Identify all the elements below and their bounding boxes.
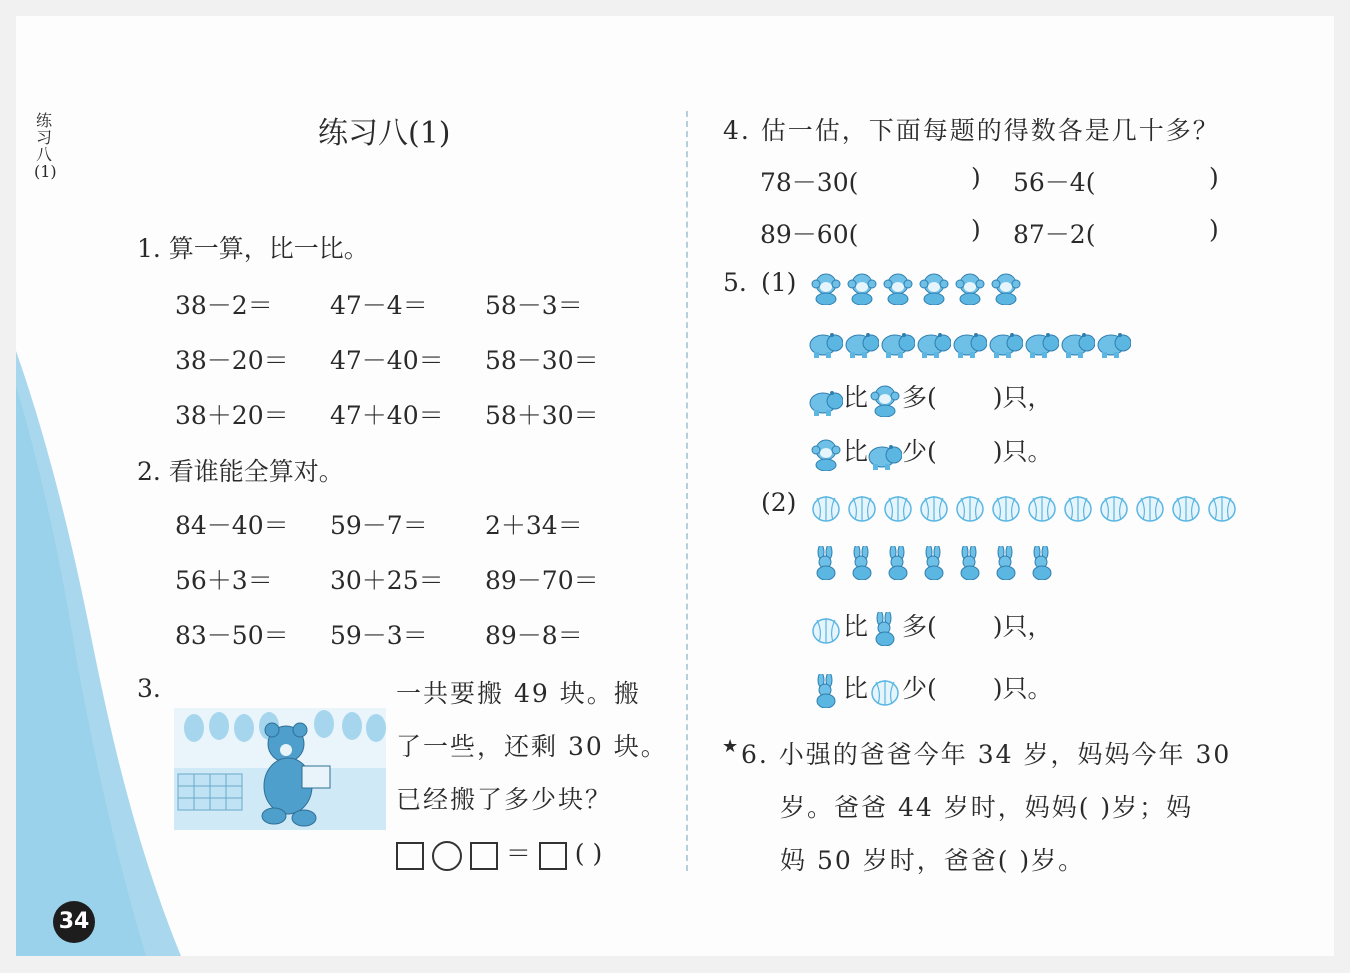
q1-label: 1. 算一算，比一比。 [137,234,369,263]
q1-cell: 38－20＝ [175,346,289,375]
less-paren-open: 少( [902,674,937,703]
q6-text-line: 妈 50 岁时，爸爸( )岁。 [780,846,1086,875]
q1-cell: 38－2＝ [175,291,273,320]
hippo-icon [1025,325,1059,359]
cabbage-icon [1205,490,1239,524]
rabbit-icon [881,546,915,580]
hippo-icon [1061,325,1095,359]
paren-close-unit: )只。 [992,674,1053,703]
monkey-icon [917,271,951,305]
q4-item-close: ) [1209,215,1219,244]
workbook-page [16,16,1334,956]
q4-item-close: ) [971,215,981,244]
page-number: 34 [53,901,95,943]
q5-part2-label: (2) [761,488,797,517]
cabbage-icon [809,490,843,524]
q4-item-open: 78－30( [760,168,859,197]
rabbit-icon [1025,546,1059,580]
q3-unit-paren: ( ) [574,839,603,868]
q4-item-open: 89－60( [760,220,859,249]
hippo-icon [953,325,987,359]
more-paren-open: 多( [902,383,937,412]
q5-part2-sentence1 [809,607,1053,646]
rabbit-icon [809,674,843,708]
hippo-icon [1097,325,1131,359]
monkey-icon [809,271,843,305]
q5-part2-sentence2 [809,669,1053,708]
rabbit-icon [917,546,951,580]
monkey-icon [953,271,987,305]
paren-close-unit: )只， [992,383,1053,412]
monkey-icon [868,383,902,417]
hippo-icon [917,325,951,359]
q6-text-line: 岁。爸爸 44 岁时，妈妈( )岁；妈 [780,793,1194,822]
rabbit-icon [868,612,902,646]
less-paren-open: 少( [902,437,937,466]
q4-label: 4. 估一估，下面每题的得数各是几十多？ [723,116,1220,145]
q3-text-line: 一共要搬 49 块。搬 [396,679,641,708]
operator-circle[interactable] [432,841,462,871]
q5-number: 5. [723,268,747,297]
hippo-icon [881,325,915,359]
compare-word: 比 [843,437,869,466]
star-icon: ★ [722,736,739,757]
cabbage-icon [1169,490,1203,524]
q5-part1-sentence1 [809,378,1053,417]
q1-cell: 47＋40＝ [330,401,444,430]
hippo-icon [845,325,879,359]
q6-text-line: 6. 小强的爸爸今年 34 岁，妈妈今年 30 [741,740,1232,769]
rabbit-row [809,546,1059,580]
q2-cell: 56＋3＝ [175,566,273,595]
cabbage-icon [809,612,843,646]
rabbit-icon [809,546,843,580]
q1-cell: 58－3＝ [485,291,583,320]
vertical-section-title: 练习八(1) [34,111,57,181]
q3-text-line: 了一些，还剩 30 块。 [396,732,668,761]
bear-carrying-bricks-illustration [174,708,386,830]
cabbage-icon [953,490,987,524]
q2-cell: 2＋34＝ [485,511,583,540]
q4-item-open: 87－2( [1013,220,1096,249]
paren-close-unit: )只。 [992,437,1053,466]
page-title: 练习八(1) [318,116,451,151]
compare-word: 比 [843,612,869,641]
compare-word: 比 [843,674,869,703]
q2-cell: 30＋25＝ [330,566,444,595]
hippo-icon [868,437,902,471]
cabbage-row [809,490,1239,524]
q4-item-close: ) [971,163,981,192]
more-paren-open: 多( [902,612,937,641]
cabbage-icon [1097,490,1131,524]
q2-cell: 59－7＝ [330,511,428,540]
q3-text-line: 已经搬了多少块？ [396,785,613,814]
paren-close-unit: )只， [992,612,1053,641]
q1-cell: 58－30＝ [485,346,599,375]
monkey-icon [881,271,915,305]
q5-part1-label: (1) [761,268,797,297]
q5-part1-sentence2 [809,432,1053,471]
cabbage-icon [845,490,879,524]
hippo-icon [989,325,1023,359]
answer-box[interactable] [470,842,498,870]
monkey-icon [845,271,879,305]
hippo-icon [809,325,843,359]
q2-cell: 59－3＝ [330,621,428,650]
cabbage-icon [989,490,1023,524]
q1-cell: 38＋20＝ [175,401,289,430]
rabbit-icon [953,546,987,580]
q1-cell: 47－4＝ [330,291,428,320]
column-divider [686,111,694,871]
cabbage-icon [1133,490,1167,524]
cabbage-icon [1025,490,1059,524]
cabbage-icon [1061,490,1095,524]
q2-cell: 89－8＝ [485,621,583,650]
q3-answer-row: ＝ ( ) [396,834,602,871]
q2-cell: 83－50＝ [175,621,289,650]
hippo-row [809,325,1131,359]
compare-word: 比 [843,383,869,412]
rabbit-icon [845,546,879,580]
q1-cell: 47－40＝ [330,346,444,375]
q3-number: 3. [137,674,161,703]
monkey-icon [989,271,1023,305]
cabbage-icon [868,674,902,708]
q4-item-open: 56－4( [1013,168,1096,197]
cabbage-icon [881,490,915,524]
answer-box[interactable] [396,842,424,870]
monkey-row [809,271,1023,305]
rabbit-icon [989,546,1023,580]
cabbage-icon [917,490,951,524]
q2-label: 2. 看谁能全算对。 [137,457,344,486]
monkey-icon [809,437,843,471]
q2-cell: 84－40＝ [175,511,289,540]
hippo-icon [809,383,843,417]
q4-item-close: ) [1209,163,1219,192]
q1-cell: 58＋30＝ [485,401,599,430]
answer-box[interactable] [539,842,567,870]
q2-cell: 89－70＝ [485,566,599,595]
